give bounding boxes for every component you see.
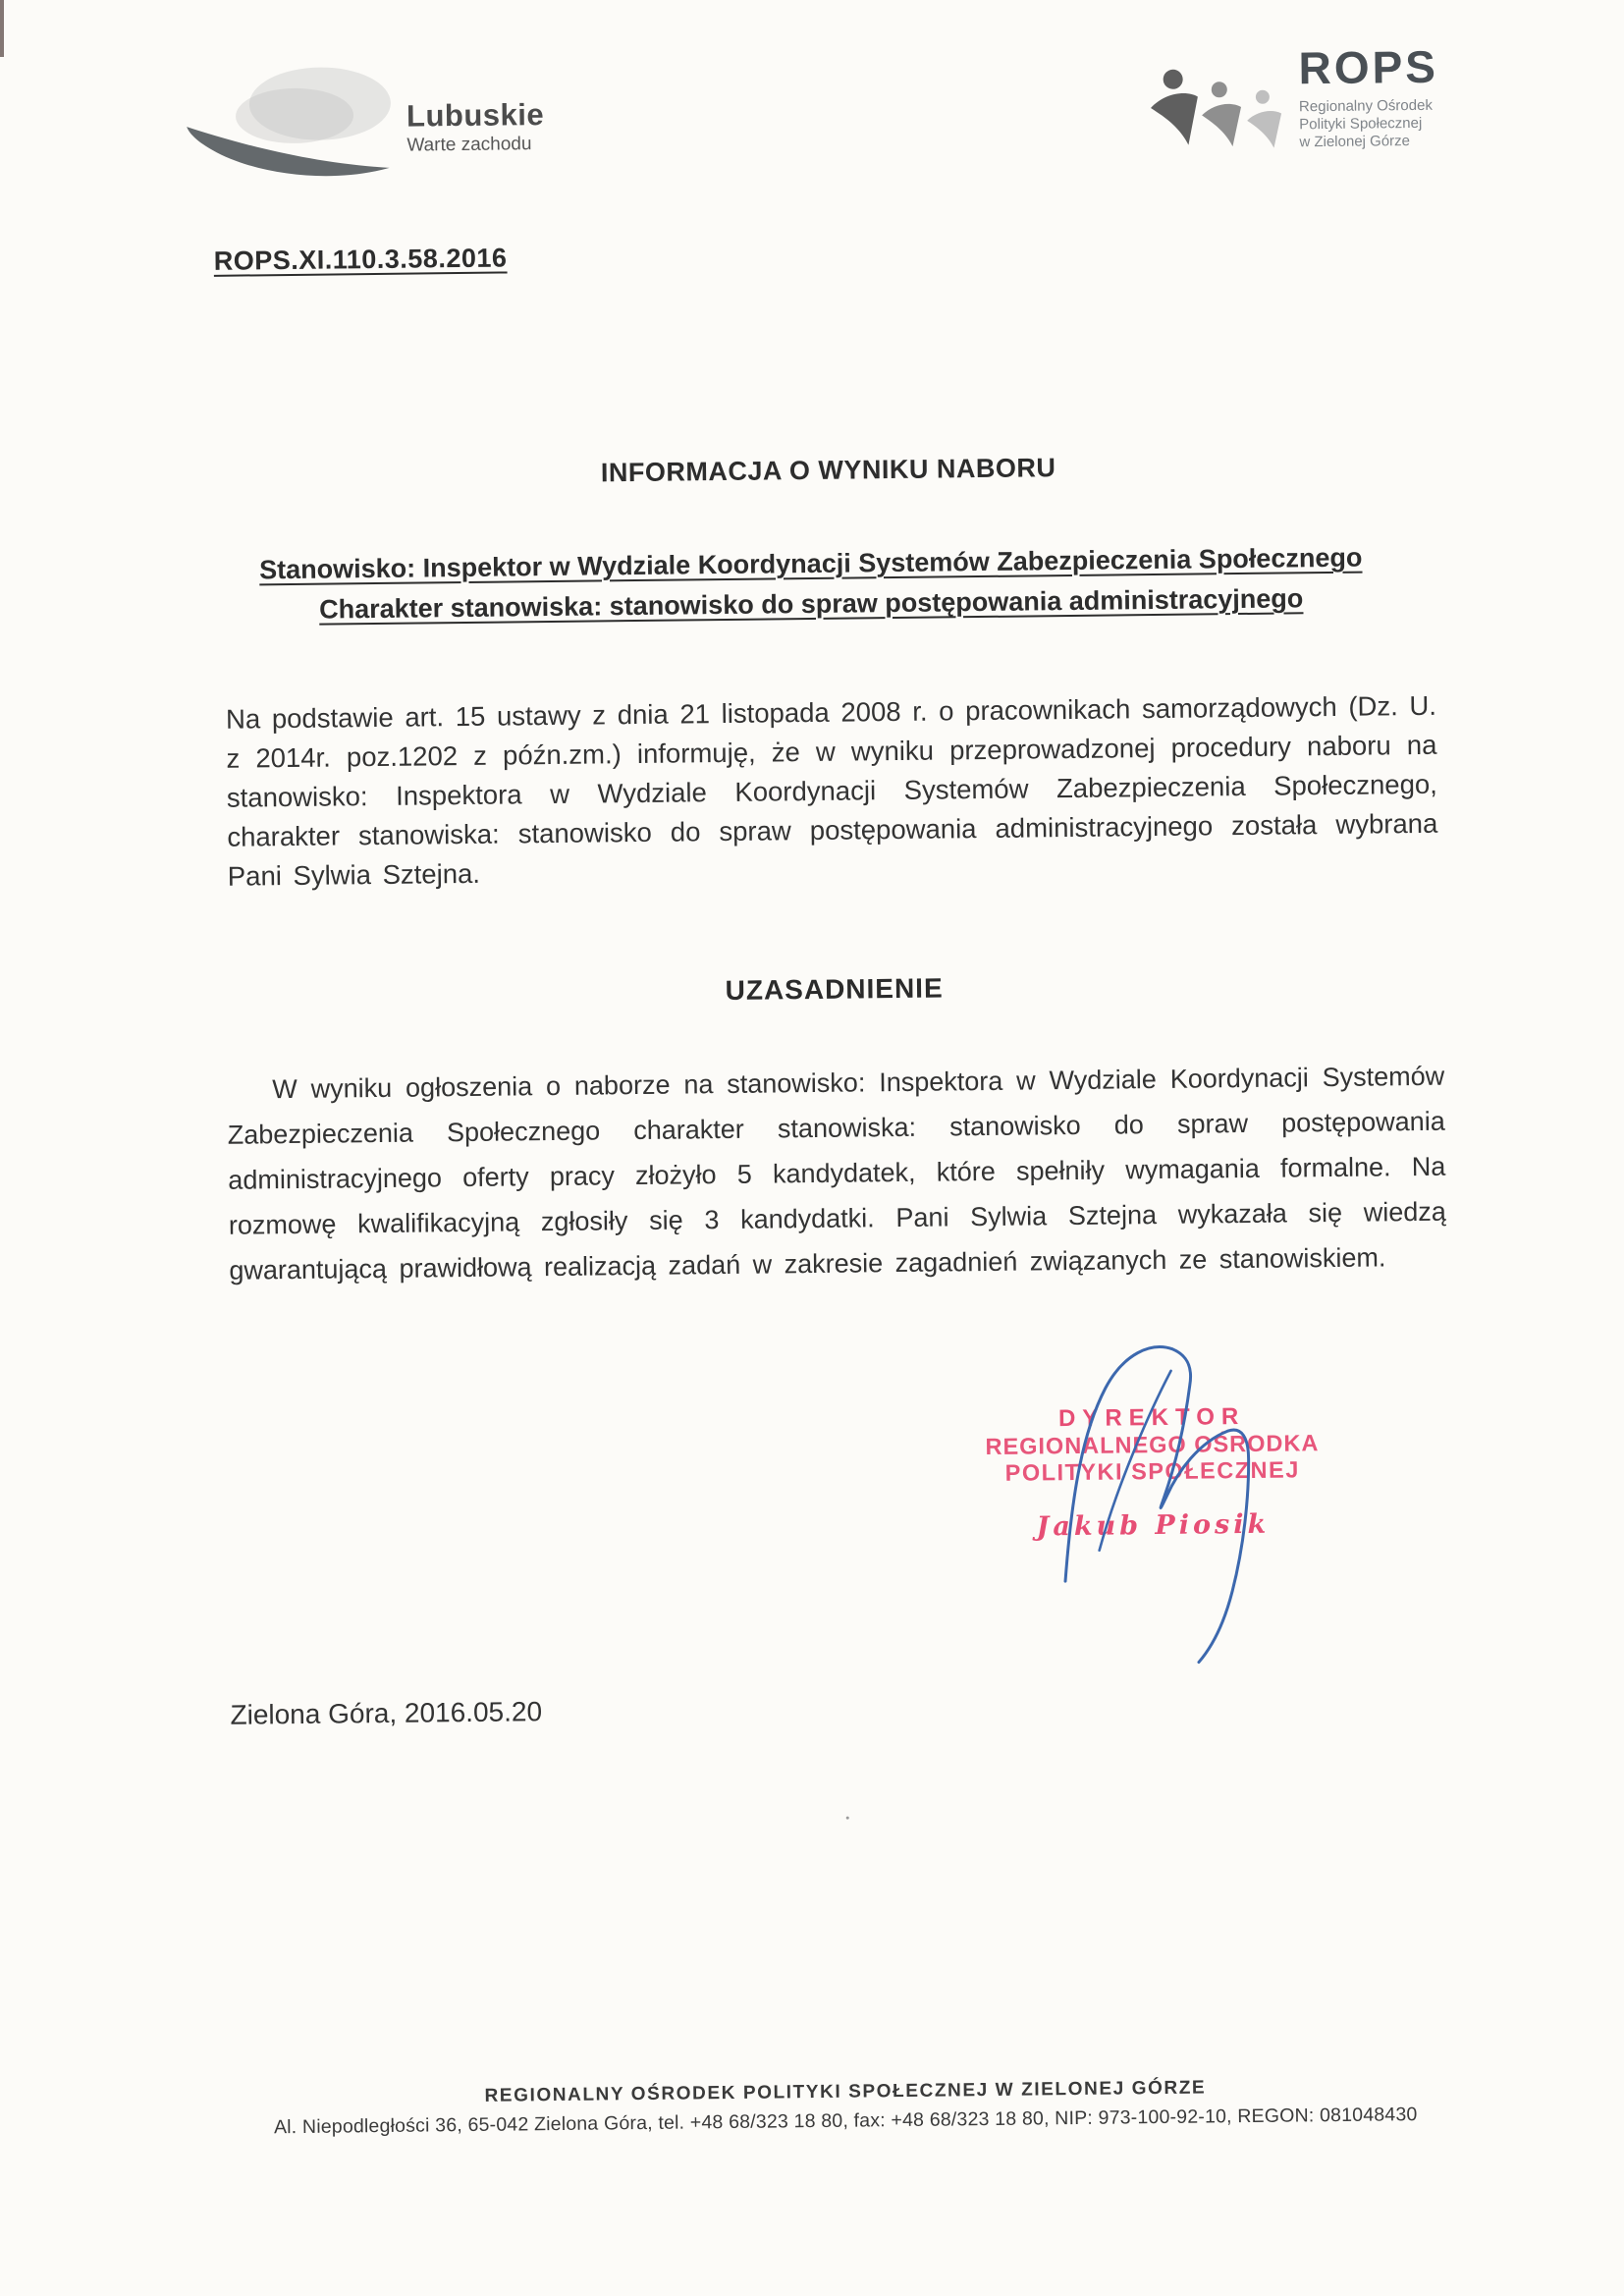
footer [217,2074,1475,2140]
lubuskie-logo-name: Lubuskie [406,97,545,134]
document-title: INFORMACJA O WYNIKU NABORU [600,453,1056,488]
intro-paragraph: Na podstawie art. 15 ustawy z dnia 21 listopada 2008 r. o pracownikach samorządowych (Dz. U. z 2014r. poz.1202 z późn.zm.) informuję, że w wyniku przeprowadzonej procedury naboru na stanowisko: Inspektora w Wydziale Koordynacji Systemów Zabezpieczenia Społecznego, charakter stanowiska: stanowisko do spraw postępowania administracyjnego została wybrana Pani Sylwia Sztejna. [225,689,1438,892]
rops-logo-subtitle-line: Regionalny Ośrodek [1298,96,1434,116]
stamp-signer-name: Jakub Piosik [1036,1508,1271,1543]
footer-address-line: Al. Niepodległości 36, 65-042 Zielona Góra, tel. +48 68/323 18 80, fax: +48 68/323 18 80, NIP: 973-100-92-10, REGON: 081048430 [273,2104,1418,2139]
rops-logo-acronym: ROPS [1298,40,1439,94]
justification-paragraph: W wyniku ogłoszenia o naborze na stanowisko: Inspektora w Wydziale Koordynacji Systemów Zabezpieczenia Społecznego charakter stanowiska: stanowisko do spraw postępowania administracyjnego oferty pracy złożyło 5 kandydatek, które spełniły wymagania formalne. Na rozmowę kwalifikacyjną zgłosiły się 3 kandydatki. Pani Sylwia Sztejna wykazała się wiedzą gwarantującą prawidłową realizacją zadań w zakresie zagadnień związanych ze stanowiskiem. [227,1061,1446,1285]
rops-logo-text [1298,40,1439,152]
position-subtitle-line-1: Stanowisko: Inspektor w Wydziale Koordynacji Systemów Zabezpieczenia Społecznego [258,542,1363,585]
stamp-title-line-1: DYREKTOR [1057,1403,1246,1433]
reference-number: ROPS.XI.110.3.58.2016 [213,243,508,276]
lubuskie-logo [184,57,597,190]
rops-logo [1146,40,1510,175]
position-subtitle-line-2: Charakter stanowiska: stanowisko do spraw postępowania administracyjnego [318,583,1304,625]
section-heading: UZASADNIENIE [725,972,944,1006]
scan-artifact-top-left [0,0,4,57]
handwritten-signature [1033,1323,1272,1679]
lubuskie-logo-tagline: Warte zachodu [406,134,532,156]
signature-stroke-main [1062,1346,1251,1664]
rops-logo-subtitle-line: w Zielonej Górze [1299,133,1411,151]
stamp-title-line-3: POLITYKI SPOŁECZNEJ [1004,1455,1300,1486]
signature-stroke-inner [1098,1371,1173,1551]
rops-logo-subtitle-line: Polityki Społecznej [1299,114,1423,134]
position-subtitle [204,537,1418,631]
footer-org-line: REGIONALNY OŚRODEK POLITYKI SPOŁECZNEJ W ZIELONEJ GÓRZE [484,2077,1207,2106]
scan-speck [846,1817,849,1820]
place-date-line: Zielona Góra, 2016.05.20 [230,1696,543,1730]
lubuskie-logo-text [406,97,545,157]
lubuskie-swoosh-icon [184,64,396,189]
stamp-title-line-2: REGIONALNEGO OŚRODKA [985,1430,1320,1460]
rops-figures-icon [1149,67,1297,162]
